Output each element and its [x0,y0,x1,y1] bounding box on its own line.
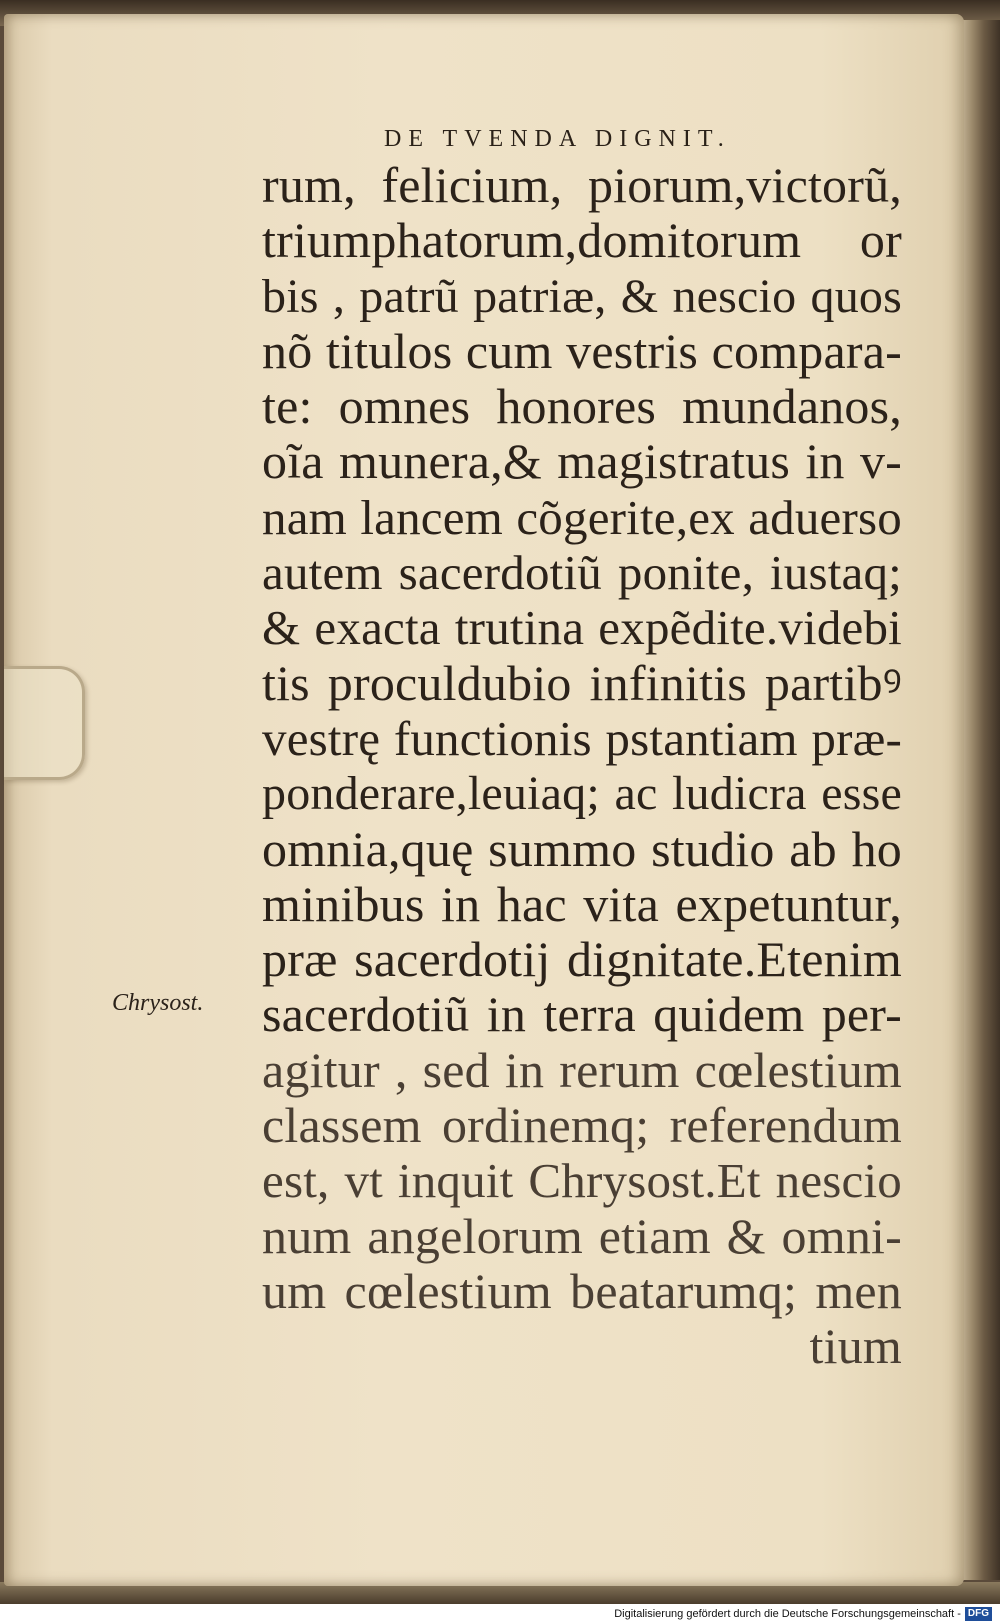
text-line: est, vt inquit Chrysost.Et nescio [262,1153,902,1209]
text-line: classem ordinemq; referendum [262,1097,902,1154]
text-line: te: omnes honores mundanos, [262,378,902,435]
text-line: ponderare,leuiaq; ac ludicra esse [262,767,902,821]
text-line: nam lancem cõgerite,ex aduerso [262,489,902,545]
text-line: triumphatorum,domitorum or [262,212,902,269]
page-clip-tab [4,666,85,780]
text-line: minibus in hac vita expetuntur, [262,875,902,932]
dfg-logo: DFG [965,1607,992,1621]
text-line: vestrę functionis pstantiam præ- [262,710,902,766]
digitization-credit [614,1604,992,1624]
text-line: & exacta trutina expẽdite.videbi [262,600,902,656]
marginal-note: Chrysost. [112,990,204,1016]
text-line: um cœlestium beatarumq; men [262,1262,902,1319]
credit-text: Digitalisierung gefördert durch die Deutsche Forschungsgemeinschaft - [614,1608,961,1620]
text-line: rum, felicium, piorum,victorũ, [262,157,902,213]
book-fore-edge [960,20,1000,1580]
text-line: num angelorum etiam & omni- [262,1207,902,1264]
text-line: præ sacerdotij dignitate.Etenim [262,931,902,988]
running-head: DE TVENDA DIGNIT. [384,126,731,152]
text-line: bis , patrũ patriæ, & nescio quos [262,269,902,323]
text-line: nõ titulos cum vestris compara- [262,322,902,379]
text-line: omnia,quę summo studio ab ho [262,820,902,877]
text-line: tium [809,1318,902,1375]
text-line: oĩa munera,& magistratus in v- [262,433,902,490]
text-line: autem sacerdotiũ ponite, iustaq; [262,545,902,601]
text-line: agitur , sed in rerum cœlestium [262,1041,902,1098]
text-line: sacerdotiũ in terra quidem per- [262,986,902,1043]
text-line: tis proculdubio infinitis partibꝰ [262,654,902,711]
body-text [262,158,902,1375]
